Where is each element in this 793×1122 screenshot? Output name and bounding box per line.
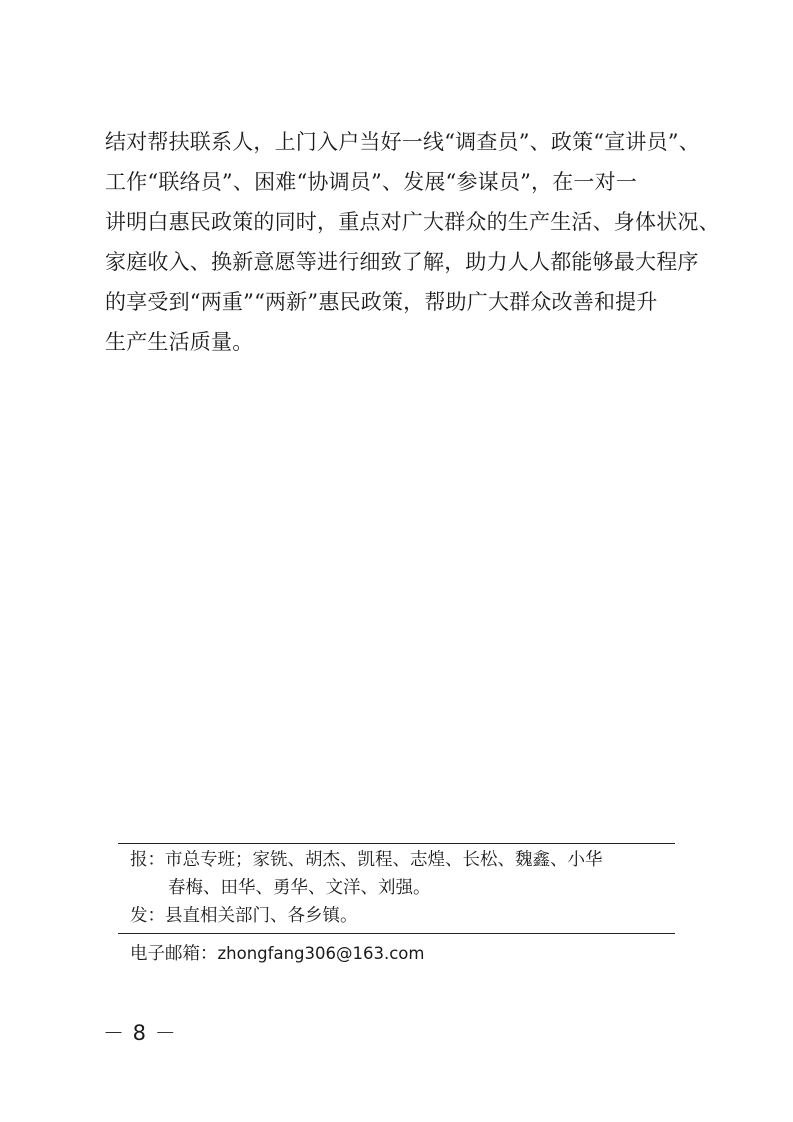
body-line: 的享受到“两重”“两新”惠民政策，帮助广大群众改善和提升 xyxy=(105,290,658,314)
distribution-top-divider xyxy=(118,843,675,844)
body-line: 工作“联络员”、困难“协调员”、发展“参谋员”，在一对一 xyxy=(105,170,638,194)
page-number: － 8 － xyxy=(103,1021,177,1045)
distribution-block xyxy=(130,846,675,930)
body-line: 讲明白惠民政策的同时，重点对广大群众的生产生活、身体状况、 xyxy=(105,210,720,234)
distribution-bottom-divider xyxy=(118,933,675,934)
email-label: 电子邮箱： xyxy=(130,944,218,964)
report-recipients-continuation: 春梅、田华、勇华、文洋、刘强。 xyxy=(168,878,431,898)
body-line: 家庭收入、换新意愿等进行细致了解，助力人人都能够最大程序 xyxy=(105,250,699,274)
report-recipients-line: 报：市总专班；家铣、胡杰、凯程、志煌、长松、魏鑫、小华 xyxy=(130,850,603,870)
send-recipients-line: 发：县直相关部门、各乡镇。 xyxy=(130,906,358,926)
contact-email xyxy=(130,940,424,968)
body-line: 结对帮扶联系人，上门入户当好一线“调查员”、政策“宣讲员”、 xyxy=(105,130,700,154)
document-body xyxy=(105,122,720,362)
body-line: 生产生活质量。 xyxy=(105,330,254,354)
email-address: zhongfang306@163.com xyxy=(217,944,425,963)
